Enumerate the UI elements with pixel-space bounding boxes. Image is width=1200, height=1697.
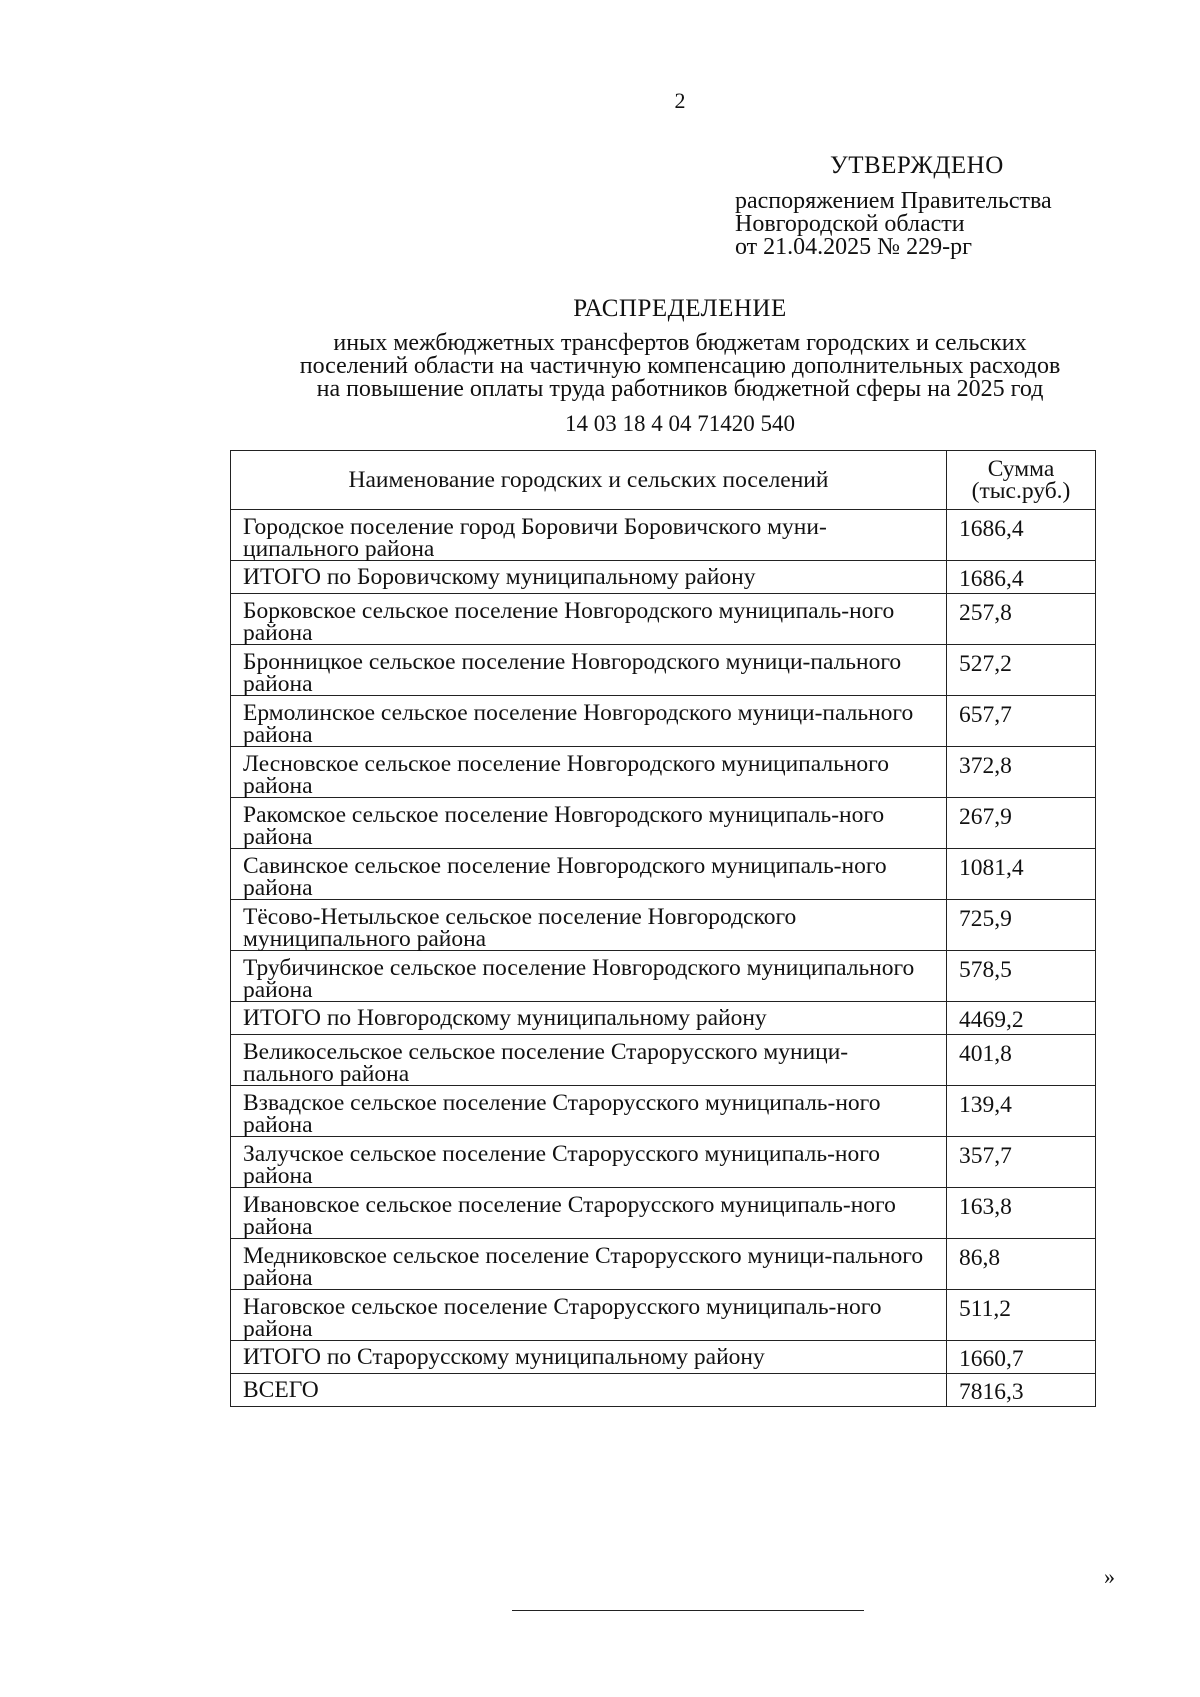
table-row (231, 1086, 1096, 1137)
table-row (231, 561, 1096, 594)
closing-quote: » (1104, 1564, 1115, 1589)
sum-cell: 1686,4 (947, 561, 1096, 594)
table-row (231, 1239, 1096, 1290)
bottom-divider (512, 1610, 864, 1611)
table-row (231, 849, 1096, 900)
header-name-cell: Наименование городских и сельских поселений (231, 451, 947, 510)
sum-cell: 372,8 (947, 747, 1096, 798)
sum-cell: 257,8 (947, 594, 1096, 645)
approval-line-2: Новгородской области (735, 211, 965, 237)
settlement-name-cell: Городское поселение город Боровичи Боровичского муни-ципального района (231, 510, 947, 561)
sum-cell: 1081,4 (947, 849, 1096, 900)
table-row (231, 1374, 1096, 1407)
header-sum-line-1: Сумма (987, 456, 1055, 482)
sum-cell: 401,8 (947, 1035, 1096, 1086)
page-number: 2 (674, 88, 686, 113)
settlement-name-cell: Трубичинское сельское поселение Новгородского муниципального района (231, 951, 947, 1002)
table-row (231, 951, 1096, 1002)
subtitle-line-3: на повышение оплаты труда работников бюджетной сферы на 2025 год (316, 376, 1044, 402)
settlement-name-cell: Медниковское сельское поселение Старорусского муници-пального района (231, 1239, 947, 1290)
table-header-row (231, 451, 1096, 510)
sum-cell: 139,4 (947, 1086, 1096, 1137)
settlement-name-cell: Тёсово-Нетыльское сельское поселение Новгородского муниципального района (231, 900, 947, 951)
approval-line-3: от 21.04.2025 № 229-рг (735, 234, 972, 260)
document-title: РАСПРЕДЕЛЕНИЕ (573, 295, 787, 322)
table-row (231, 1341, 1096, 1374)
sum-cell: 7816,3 (947, 1374, 1096, 1407)
sum-cell: 511,2 (947, 1290, 1096, 1341)
settlement-name-cell: ИТОГО по Старорусскому муниципальному району (231, 1341, 947, 1374)
table-body (231, 510, 1096, 1407)
settlement-name-cell: Залучское сельское поселение Старорусского муниципаль-ного района (231, 1137, 947, 1188)
settlement-name-cell: Ивановское сельское поселение Старорусского муниципаль-ного района (231, 1188, 947, 1239)
sum-cell: 657,7 (947, 696, 1096, 747)
subtitle-line-1: иных межбюджетных трансфертов бюджетам городских и сельских (333, 330, 1027, 356)
sum-cell: 267,9 (947, 798, 1096, 849)
table-row (231, 1035, 1096, 1086)
sum-cell: 1686,4 (947, 510, 1096, 561)
table-row (231, 594, 1096, 645)
settlement-name-cell: ВСЕГО (231, 1374, 947, 1407)
sum-cell: 578,5 (947, 951, 1096, 1002)
header-sum-cell (947, 451, 1096, 510)
sum-cell: 4469,2 (947, 1002, 1096, 1035)
table-row (231, 900, 1096, 951)
table-row (231, 1002, 1096, 1035)
table-row (231, 1188, 1096, 1239)
table-row (231, 1290, 1096, 1341)
header-sum-line-2: (тыс.руб.) (971, 478, 1071, 504)
subtitle-line-2: поселений области на частичную компенсацию дополнительных расходов (299, 353, 1061, 379)
settlement-name-cell: Взвадское сельское поселение Старорусского муниципаль-ного района (231, 1086, 947, 1137)
sum-cell: 527,2 (947, 645, 1096, 696)
approval-line-1: распоряжением Правительства (735, 188, 1052, 214)
sum-cell: 725,9 (947, 900, 1096, 951)
settlement-name-cell: Лесновское сельское поселение Новгородского муниципального района (231, 747, 947, 798)
document-subtitle (240, 332, 1120, 401)
table-row (231, 798, 1096, 849)
settlement-name-cell: Ермолинское сельское поселение Новгородского муници-пального района (231, 696, 947, 747)
table-row (231, 645, 1096, 696)
settlement-name-cell: ИТОГО по Новгородскому муниципальному району (231, 1002, 947, 1035)
settlement-name-cell: Савинское сельское поселение Новгородского муниципаль-ного района (231, 849, 947, 900)
sum-cell: 86,8 (947, 1239, 1096, 1290)
table-row (231, 1137, 1096, 1188)
distribution-table (230, 450, 1096, 1407)
settlement-name-cell: Наговское сельское поселение Старорусского муниципаль-ного района (231, 1290, 947, 1341)
approval-heading: УТВЕРЖДЕНО (830, 152, 1004, 179)
sum-cell: 1660,7 (947, 1341, 1096, 1374)
sum-cell: 163,8 (947, 1188, 1096, 1239)
table-row (231, 747, 1096, 798)
budget-code: 14 03 18 4 04 71420 540 (565, 411, 795, 436)
approval-block (735, 190, 1052, 259)
table-row (231, 510, 1096, 561)
sum-cell: 357,7 (947, 1137, 1096, 1188)
settlement-name-cell: Ракомское сельское поселение Новгородского муниципаль-ного района (231, 798, 947, 849)
settlement-name-cell: Бронницкое сельское поселение Новгородского муници-пального района (231, 645, 947, 696)
settlement-name-cell: Борковское сельское поселение Новгородского муниципаль-ного района (231, 594, 947, 645)
table-row (231, 696, 1096, 747)
settlement-name-cell: Великосельское сельское поселение Старорусского муници-пального района (231, 1035, 947, 1086)
settlement-name-cell: ИТОГО по Боровичскому муниципальному району (231, 561, 947, 594)
